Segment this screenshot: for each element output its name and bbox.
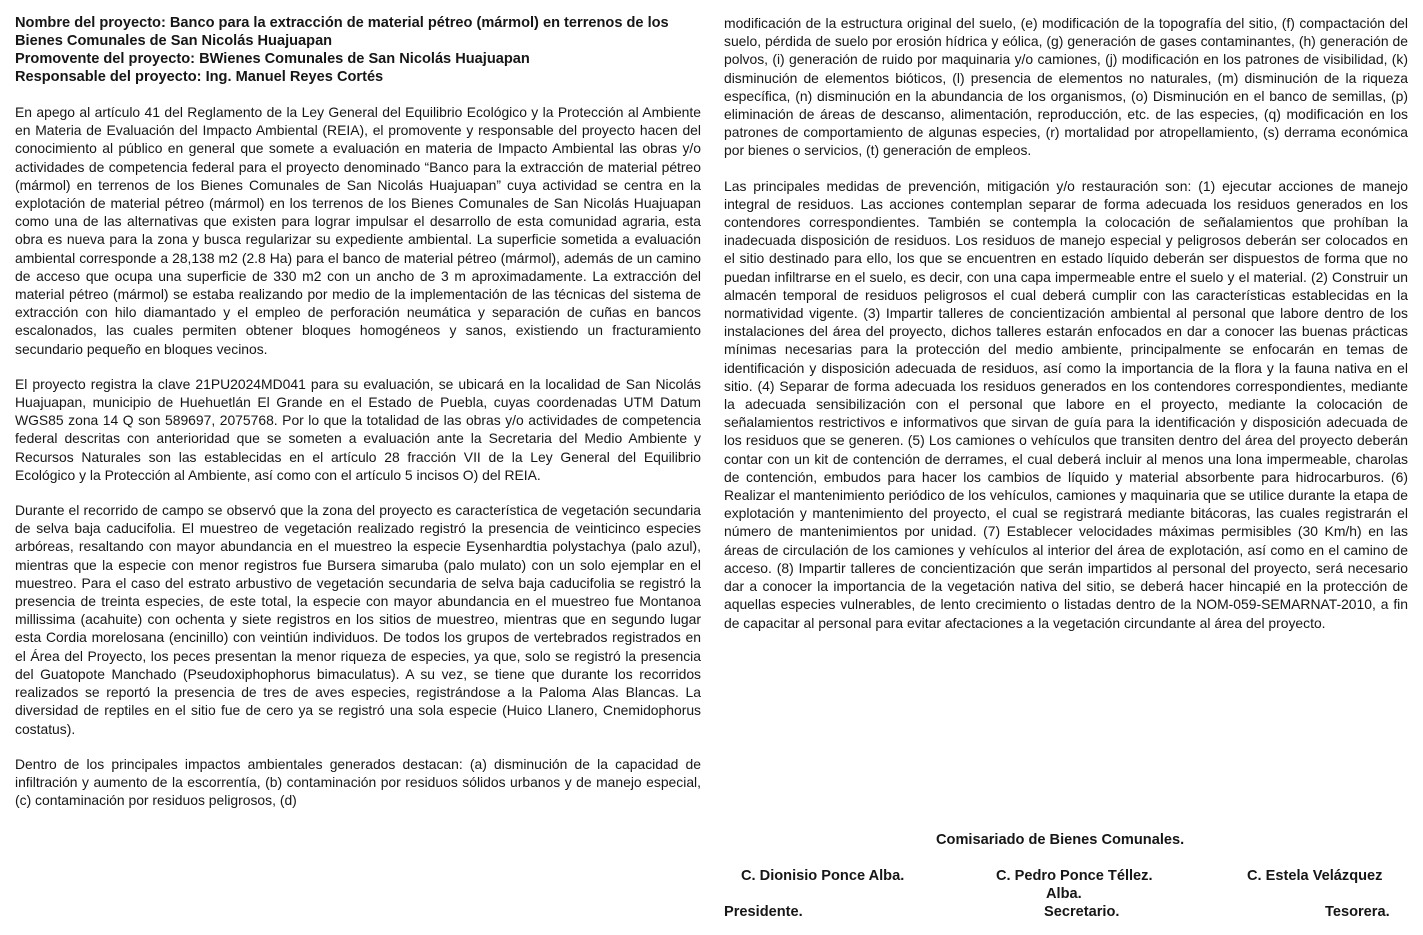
paragraph-mitigation: Las principales medidas de prevención, mitigación y/o restauración son: (1) ejecutar acciones de manejo integral de residuos. Las acciones contemplan separar de forma adecuada los residuos generados en los contendores correspondientes. También se contempla la colocación de señalamientos que prohíban la inadecuada disposición de residuos. Los residuos de manejo especial y peligrosos deberán ser colocados en el sitio destinado para ello, los que se encuentren en estado líquido deberán ser dispuestos de forma que no puedan infiltrarse en el suelo, es decir, con una capa impermeable entre el suelo y el material. (2) Construir un almacén temporal de residuos peligrosos el cual deberá cumplir con las características establecidas en la normatividad vigente. (3) Impartir talleres de concientización ambiental al personal que labore dentro de los instalaciones del área del proyecto, dichos talleres estarán enfocados en dar a conocer las buenas prácticas mínimas necesarias para la protección del medio ambiente, principalmente se enfocarán en temas de identificación y disposición adecuada de residuos, así como la importancia de la flora y la fauna nativa en el sitio. (4) Separar de forma adecuada los residuos generados en los contendores correspondientes, mediante la adecuada sensibilización con el personal que labore en el proyecto, mediante la colocación de señalamientos restrictivos e informativos que sirvan de guía para la identificación y disposición adecuada de los residuos que se generen. (5) Los camiones o vehículos que transiten dentro del área del proyecto deberán contar con un kit de contención de derrames, el cual deberá incluir al menos una lona impermeable, charolas de contención, embudos para hacer los cambios de líquido y material absorbente para hidrocarburos. (6) Realizar el mantenimiento periódico de los vehículos, camiones y maquinaria que se utilice durante la etapa de explotación y mantenimiento del proyecto, el cual se registrará mediante bitácoras, las cuales registrarán el número de mantenimientos por unidad. (7) Establecer velocidades máximas permisibles (30 Km/h) en las áreas de circulación de los camiones y vehículos al interior del área de explotación, así como en el camino de acceso. (8) Impartir talleres de concientización que serán impartidos al personal del proyecto, será necesario dar a conocer la importancia de la vegetación nativa del sitio, se deberá hacer hincapié en la protección de aquellas especies vulnerables, de lento crecimiento o listadas dentro de la NOM-059-SEMARNAT-2010, a fin de capacitar al personal para evitar afectaciones a la vegetación circundante al área del proyecto. [724, 177, 1408, 631]
left-column [15, 14, 701, 809]
paragraph-impacts-cont: modificación de la estructura original del suelo, (e) modificación de la topografía del sitio, (f) compactación del suelo, pérdida de suelo por erosión hídrica y eólica, (g) generación de gases contaminantes, (h) generación de polvos, (i) generación de ruido por maquinaria y/o camiones, (j) modificación en los patrones de visibilidad, (k) disminución de elementos bióticos, (l) presencia de elementos no naturales, (m) disminución de la riqueza específica, (n) disminución en la abundancia de los organismos, (o) Disminución en el banco de semillas, (p) eliminación de áreas de descanso, alimentación, reproducción, etc. de las especies, (q) modificación en los patrones de comportamiento de algunas especies, (r) mortalidad por atropellamiento, (s) derrama económica por bienes o servicios, (t) generación de empleos. [724, 15, 1408, 159]
paragraph-impacts-start: Dentro de los principales impactos ambientales generados destacan: (a) disminución de la capacidad de infiltración y aumento de la escorrentía, (b) contaminación por residuos sólidos urbanos y de manejo especial, (c) contaminación por residuos peligrosos, (d) [15, 755, 701, 809]
president-name: C. Dionisio Ponce Alba. [741, 868, 905, 884]
project-promoter: Promovente del proyecto: BWienes Comunales de San Nicolás Huajuapan [15, 51, 530, 67]
secretary-role: Secretario. [1044, 904, 1120, 920]
spacer [15, 86, 701, 103]
secretary-name: C. Pedro Ponce Téllez. [996, 868, 1153, 884]
project-name: Nombre del proyecto: Banco para la extracción de material pétreo (mármol) en terrenos de los Bienes Comunales de San Nicolás Huajuapan [15, 15, 669, 49]
spacer [724, 160, 1408, 177]
secretary-name-cont: Alba. [1046, 886, 1082, 902]
spacer [15, 484, 701, 501]
signatures-title: Comisariado de Bienes Comunales. [936, 832, 1185, 848]
paragraph-location: El proyecto registra la clave 21PU2024MD041 para su evaluación, se ubicará en la localidad de San Nicolás Huajuapan, municipio de Huehuetlán El Grande en el Estado de Puebla, cuyas coordenadas UTM Datum WGS85 zona 14 Q son 589697, 2075768. Por lo que la totalidad de las obras y/o actividades de competencia federal descritas con anterioridad que se someten a evaluación ante la Secretaria del Medio Ambiente y Recursos Naturales son las establecidas en el artículo 28 fracción VII de la Ley General del Equilibrio Ecológico y la Protección al Ambiente, así como con el artículo 5 incisos O) del REIA. [15, 375, 701, 483]
president-role: Presidente. [724, 904, 803, 920]
project-responsible: Responsable del proyecto: Ing. Manuel Reyes Cortés [15, 69, 384, 85]
spacer [15, 358, 701, 375]
treasurer-role: Tesorera. [1325, 904, 1390, 920]
treasurer-name: C. Estela Velázquez [1247, 868, 1383, 884]
spacer [15, 738, 701, 755]
paragraph-field-survey: Durante el recorrido de campo se observó que la zona del proyecto es característica de vegetación secundaria de selva baja caducifolia. El muestreo de vegetación realizado registró la presencia de veinticinco especies arbóreas, resaltando con mayor abundancia en el muestreo la especie Eysenhardtia polystachya (palo azul), mientras que la especie con menor registros fue Bursera simaruba (palo mulato) con un solo ejemplar en el muestreo. Para el caso del estrato arbustivo de vegetación secundaria de selva baja caducifolia se registró la presencia de treinta especies, de este total, la especie con mayor abundancia en el muestreo fue Montanoa millissima (acahuite) con ochenta y siete registros en los sitios de muestreo, mientras que en segundo lugar esta Cordia morelosana (encinillo) con veintiún individuos. De todos los grupos de vertebrados registrados en el Área del Proyecto, los peces presentan la menor riqueza de especies, ya que, solo se registró la presencia del Guatopote Manchado (Pseudoxiphophorus bimaculatus). A su vez, se tiene que durante los recorridos realizados se reportó la presencia de tres de aves especies, registrándose a la Paloma Alas Blancas. La diversidad de reptiles en el sitio fue de cero ya se registró una sola especie (Huico Llanero, Cnemidophorus costatus). [15, 502, 701, 737]
paragraph-intro: En apego al artículo 41 del Reglamento de la Ley General del Equilibrio Ecológico y la Protección al Ambiente en Materia de Evaluación del Impacto Ambiental (REIA), el promovente y responsable del proyecto hacen del conocimiento al público en general que somete a evaluación en materia de Impacto Ambiental las obras y/o actividades de competencia federal para el proyecto denominado “Banco para la extracción de material pétreo (mármol) en terrenos de los Bienes Comunales de San Nicolás Huajuapan” cuya actividad se centra en la explotación de material pétreo (mármol) en los terrenos de los Bienes Comunales de San Nicolás Huajuapan como una de las alternativas que existen para lograr impulsar el desarrollo de esta comunidad agraria, esta obra es nueva para la zona y busca regularizar su expediente ambiental. La superficie sometida a evaluación ambiental corresponde a 28,138 m2 (2.8 Ha) para el banco de material pétreo (mármol), además de un camino de acceso que ocupa una superficie de 330 m2 con un ancho de 3 m aproximadamente. La extracción del material pétreo (mármol) se estaba realizando por medio de la implementación de las técnicas del sistema de extracción con hilo diamantado y el empleo de perforación neumática y separación de cuñas en bancos escalonados, las cuales permiten obtener bloques homogéneos y sanos, existiendo un fracturamiento secundario pequeño en bloques vecinos. [15, 104, 701, 357]
right-column [724, 14, 1408, 632]
